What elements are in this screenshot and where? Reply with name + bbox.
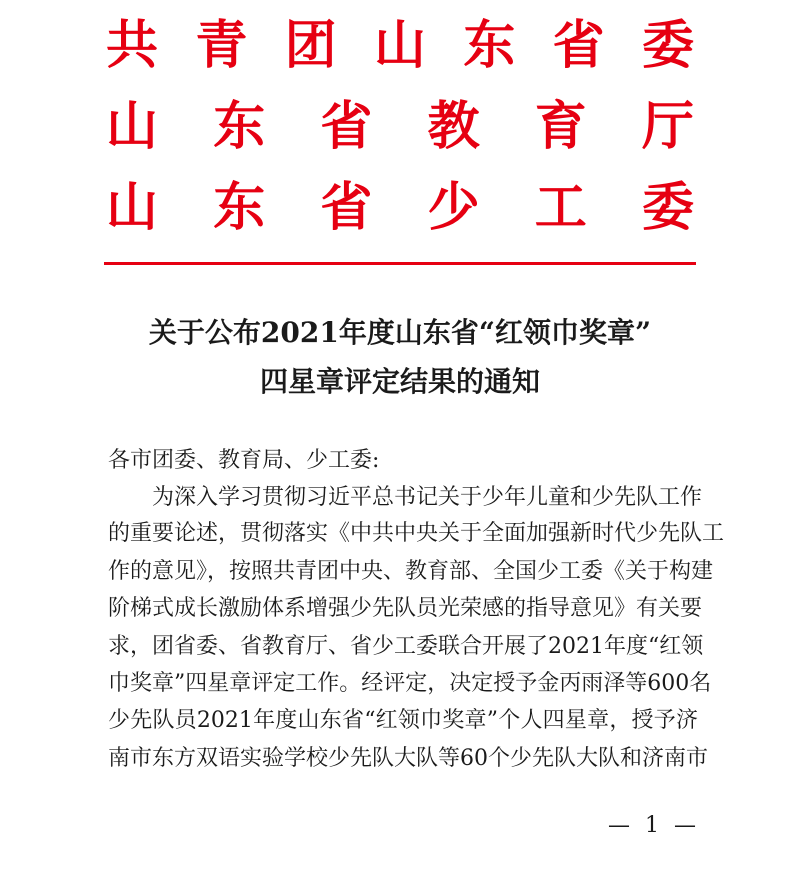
issuer-char: 委 xyxy=(641,15,694,76)
page-number: — 1 — xyxy=(608,813,700,838)
issuer-char: 东 xyxy=(213,177,266,238)
issuer-name-youth-league xyxy=(106,16,694,76)
issuer-char: 省 xyxy=(320,177,373,238)
issuer-char: 省 xyxy=(552,15,605,76)
document-title-line-1: 关于公布2021年度山东省“红领巾奖章” xyxy=(148,316,652,349)
body-line: 为深入学习贯彻习近平总书记关于少年儿童和少先队工作 xyxy=(152,485,703,510)
issuer-char: 教 xyxy=(427,96,480,157)
body-line: 南市东方双语实验学校少先队大队等60个少先队大队和济南市 xyxy=(108,746,708,771)
issuer-char: 团 xyxy=(284,15,337,76)
issuer-char: 厅 xyxy=(641,96,694,157)
issuer-char: 工 xyxy=(534,177,587,238)
issuer-char: 山 xyxy=(373,15,426,76)
issuer-char: 少 xyxy=(427,177,480,238)
body-line: 作的意见》，按照共青团中央、教育部、全国少工委《关于构建 xyxy=(108,559,714,584)
issuer-char: 青 xyxy=(195,15,248,76)
issuer-char: 共 xyxy=(106,15,159,76)
issuer-char: 山 xyxy=(106,177,159,238)
issuer-char: 委 xyxy=(641,177,694,238)
issuer-char: 东 xyxy=(213,96,266,157)
body-line: 少先队员2021年度山东省“红领巾奖章”个人四星章，授予济 xyxy=(108,708,698,733)
salutation: 各市团委、教育局、少工委: xyxy=(108,448,380,473)
header-divider xyxy=(104,262,696,265)
body-line: 巾奖章”四星章评定工作。经评定，决定授予金丙雨泽等600名 xyxy=(108,671,712,696)
body-line: 求，团省委、省教育厅、省少工委联合开展了2021年度“红领 xyxy=(108,634,704,659)
issuer-char: 东 xyxy=(463,15,516,76)
issuer-char: 省 xyxy=(320,96,373,157)
issuer-name-young-pioneers xyxy=(106,178,694,238)
issuer-char: 山 xyxy=(106,96,159,157)
body-line: 阶梯式成长激励体系增强少先队员光荣感的指导意见》有关要 xyxy=(108,596,703,621)
issuer-char: 育 xyxy=(534,96,587,157)
document-title-line-2: 四星章评定结果的通知 xyxy=(259,365,540,398)
body-line: 的重要论述，贯彻落实《中共中央关于全面加强新时代少先队工 xyxy=(108,521,725,546)
issuer-name-education-dept xyxy=(106,97,694,157)
